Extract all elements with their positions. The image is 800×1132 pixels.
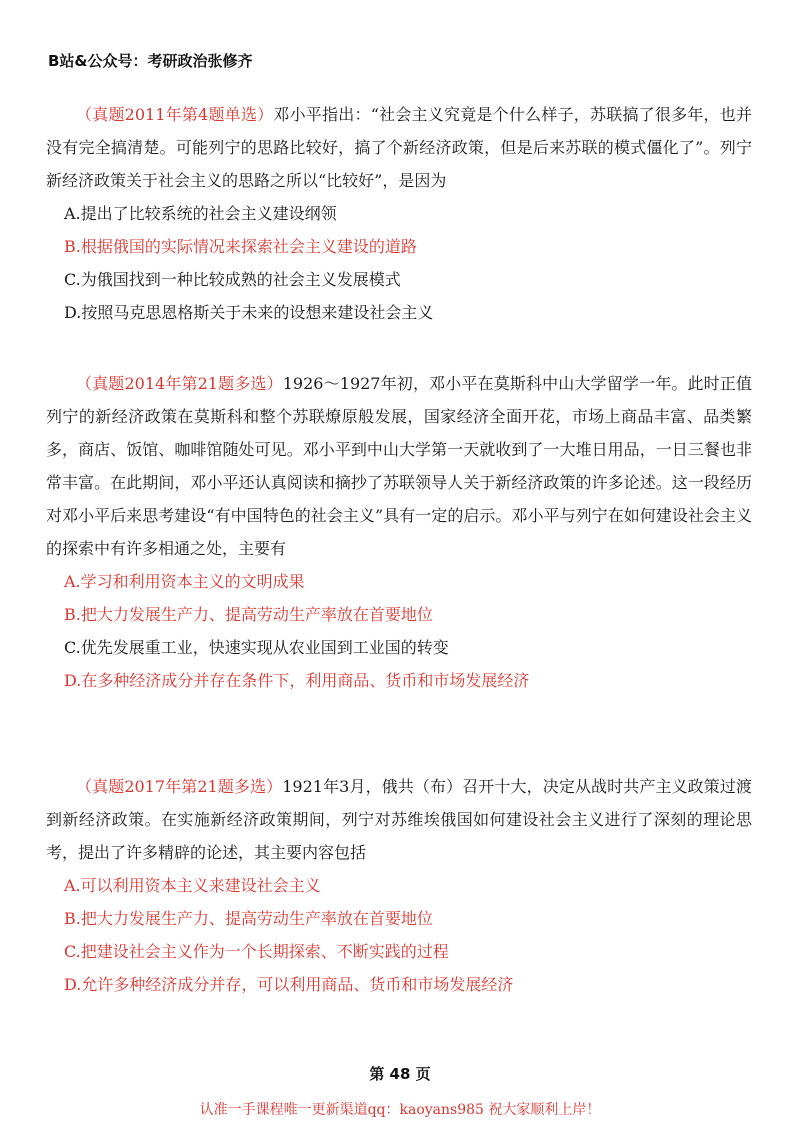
- question-stem: [46, 770, 752, 869]
- question-text: 邓小平指出：“社会主义究竟是个什么样子，苏联搞了很多年，也并没有完全搞清楚。可能列宁的思路比较好，搞了个新经济政策，但是后来苏联的模式僵化了”。列宁新经济政策关于社会主义的思路之所以“比较好”，是因为: [46, 105, 752, 190]
- option-d: D.允许多种经济成分并存，可以利用商品、货币和市场发展经济: [64, 975, 514, 994]
- page-number: 第 48 页: [369, 1065, 431, 1083]
- option-c: C.为俄国找到一种比较成熟的社会主义发展模式: [64, 270, 401, 289]
- option-d: D.在多种经济成分并存在条件下，利用商品、货币和市场发展经济: [64, 671, 530, 690]
- question-stem: [46, 98, 752, 197]
- option-c: C.优先发展重工业，快速实现从农业国到工业国的转变: [64, 638, 449, 657]
- question-tag: （真题2017年第21题多选）: [76, 777, 283, 796]
- question-tag: （真题2014年第21题多选）: [76, 374, 283, 393]
- page-header: B站&公众号：考研政治张修齐: [48, 52, 253, 70]
- question-1: [46, 98, 752, 329]
- option-c: C.把建设社会主义作为一个长期探索、不断实践的过程: [64, 942, 449, 961]
- option-b: B.把大力发展生产力、提高劳动生产率放在首要地位: [64, 909, 433, 928]
- option-b: B.根据俄国的实际情况来探索社会主义建设的道路: [64, 237, 417, 256]
- option-a: A.提出了比较系统的社会主义建设纲领: [64, 204, 337, 223]
- option-d: D.按照马克思恩格斯关于未来的设想来建设社会主义: [64, 303, 434, 322]
- question-tag: （真题2011年第4题单选）: [76, 105, 274, 124]
- question-2: [46, 367, 752, 697]
- question-text: 1921年3月，俄共（布）召开十大，决定从战时共产主义政策过渡到新经济政策。在实施新经济政策期间，列宁对苏维埃俄国如何建设社会主义进行了深刻的理论思考，提出了许多精辟的论述，其主要内容包括: [46, 777, 752, 862]
- question-stem: [46, 367, 752, 565]
- option-a: A.学习和利用资本主义的文明成果: [64, 572, 305, 591]
- question-text: 1926～1927年初，邓小平在莫斯科中山大学留学一年。此时正值列宁的新经济政策在莫斯科和整个苏联燎原般发展，国家经济全面开花，市场上商品丰富、品类繁多，商店、饭馆、咖啡馆随处可见。邓小平到中山大学第一天就收到了一大堆日用品，一日三餐也非常丰富。在此期间，邓小平还认真阅读和摘抄了苏联领导人关于新经济政策的许多论述。这一段经历对邓小平后来思考建设“有中国特色的社会主义”具有一定的启示。邓小平与列宁在如何建设社会主义的探索中有许多相通之处，主要有: [46, 374, 752, 558]
- question-3: [46, 770, 752, 1001]
- option-b: B.把大力发展生产力、提高劳动生产率放在首要地位: [64, 605, 433, 624]
- footer-notice: 认准一手课程唯一更新渠道qq：kaoyans985 祝大家顺利上岸！: [199, 1102, 601, 1118]
- option-a: A.可以利用资本主义来建设社会主义: [64, 876, 321, 895]
